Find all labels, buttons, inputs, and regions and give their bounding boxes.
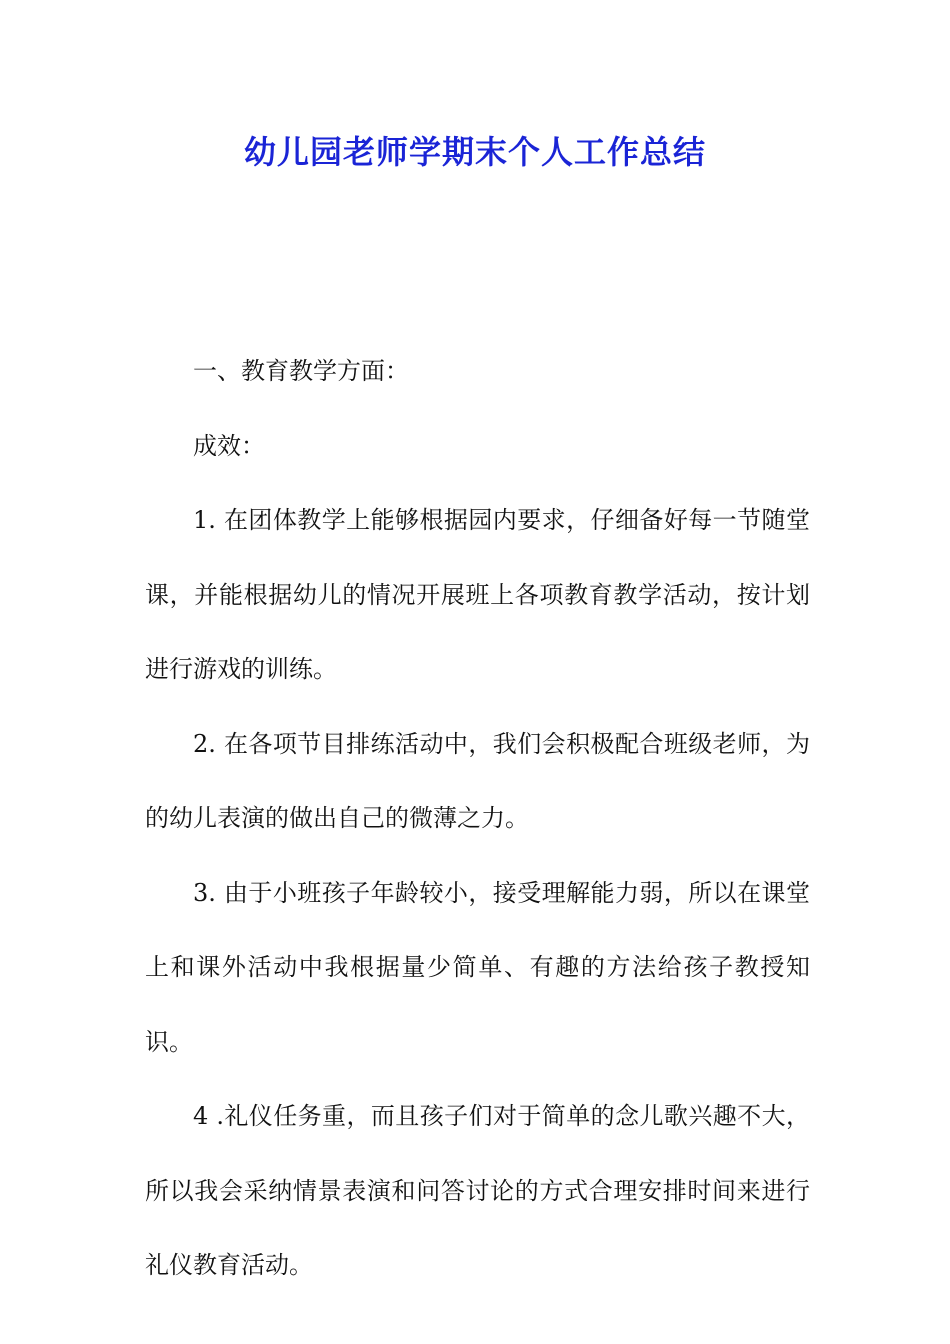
paragraph-item-3: 3. 由于小班孩子年龄较小，接受理解能力弱，所以在课堂上和课外活动中我根据量少简单、有趣的方法给孩子教授知识。 — [145, 878, 810, 1056]
document-title: 幼儿园老师学期末个人工作总结 — [243, 133, 706, 171]
paragraph-item-1: 1. 在团体教学上能够根据园内要求，仔细备好每一节随堂课，并能根据幼儿的情况开展班上各项教育教学活动，按计划进行游戏的训练。 — [145, 506, 810, 683]
section-heading-education: 一、教育教学方面： — [193, 357, 409, 385]
paragraph-item-2: 2. 在各项节目排练活动中，我们会积极配合班级老师，为的幼儿表演的做出自己的微薄之力。 — [145, 729, 810, 832]
document-body — [145, 334, 810, 1303]
subheading-results: 成效： — [193, 431, 265, 460]
paragraph-item-4: 4 .礼仪任务重，而且孩子们对于简单的念儿歌兴趣不大，所以我会采纳情景表演和问答讨论的方式合理安排时间来进行礼仪教育活动。 — [145, 1102, 810, 1279]
